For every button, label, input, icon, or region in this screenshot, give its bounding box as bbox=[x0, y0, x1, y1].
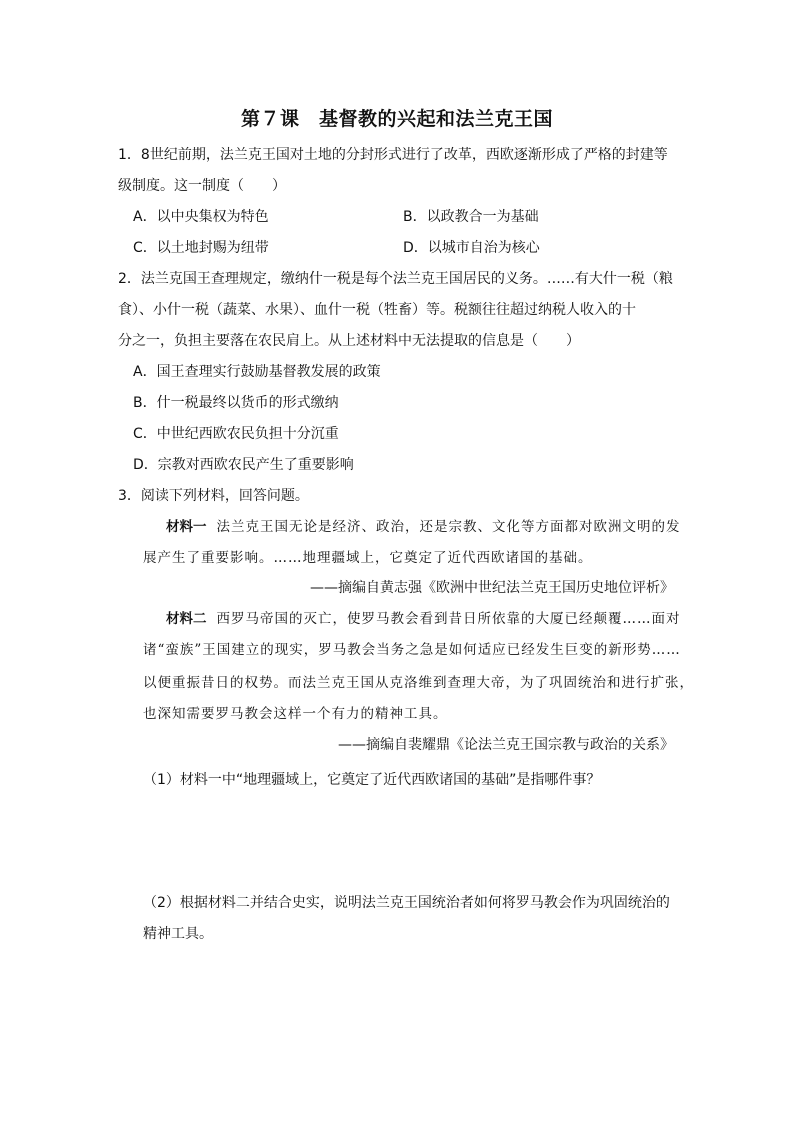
material1-label: 材料一 bbox=[166, 519, 207, 535]
material2-label: 材料二 bbox=[166, 611, 207, 627]
material2-line1 bbox=[166, 609, 681, 629]
q3-subquestion-2-line1: （2）根据材料二并结合史实，说明法兰克王国统治者如何将罗马教会作为巩固统治的 bbox=[143, 895, 670, 911]
q2-option-d: D．宗教对西欧农民产生了重要影响 bbox=[133, 457, 354, 473]
material2-text-line1: 西罗马帝国的灭亡，使罗马教会看到昔日所依靠的大厦已经颠覆……面对 bbox=[216, 611, 681, 627]
q2-stem-line1: 2．法兰克国王查理规定，缴纳什一税是每个法兰克王国居民的义务。……有大什一税（粮 bbox=[118, 271, 673, 287]
material1-line2: 展产生了重要影响。……地理疆域上，它奠定了近代西欧诸国的基础。 bbox=[143, 550, 593, 566]
q2-option-b: B．什一税最终以货币的形式缴纳 bbox=[133, 395, 339, 411]
q1-stem-line1: 1．8世纪前期，法兰克王国对土地的分封形式进行了改革，西欧逐渐形成了严格的封建等 bbox=[118, 147, 668, 163]
material2-line4: 也深知需要罗马教会这样一个有力的精神工具。 bbox=[143, 706, 448, 722]
q2-option-a: A．国王查理实行鼓励基督教发展的政策 bbox=[133, 364, 381, 380]
material1-source: ——摘编自黄志强《欧洲中世纪法兰克王国历史地位评析》 bbox=[310, 580, 674, 596]
material1-line1 bbox=[166, 517, 681, 537]
lesson-title: 第７课 基督教的兴起和法兰克王国 bbox=[240, 108, 553, 130]
q1-option-d: D．以城市自治为核心 bbox=[403, 240, 540, 256]
q2-stem-line3: 分之一，负担主要落在农民肩上。从上述材料中无法提取的信息是（ ） bbox=[118, 333, 580, 349]
material1-text-line1: 法兰克王国无论是经济、政治，还是宗教、文化等方面都对欧洲文明的发 bbox=[216, 519, 681, 535]
material2-line2: 诸“蛮族”王国建立的现实，罗马教会当务之急是如何适应已经发生巨变的新形势…… bbox=[143, 642, 681, 658]
q2-option-c: C．中世纪西欧农民负担十分沉重 bbox=[133, 426, 339, 442]
q2-stem-line2: 食）、小什一税（蔬菜、水果）、血什一税（牲畜）等。税额往往超过纳税人收入的十 bbox=[118, 302, 636, 318]
q3-intro: 3．阅读下列材料，回答问题。 bbox=[118, 488, 309, 504]
q1-stem-line2: 级制度。这一制度（ ） bbox=[118, 178, 286, 194]
q1-option-b: B．以政教合一为基础 bbox=[403, 209, 539, 225]
material2-source: ——摘编自裴耀鼎《论法兰克王国宗教与政治的关系》 bbox=[338, 737, 674, 753]
material2-line3: 以便重振昔日的权势。而法兰克王国从克洛维到查理大帝，为了巩固统治和进行扩张， bbox=[143, 675, 694, 691]
q3-subquestion-1: （1）材料一中“地理疆域上，它奠定了近代西欧诸国的基础”是指哪件事？ bbox=[143, 772, 601, 788]
q1-option-a: A．以中央集权为特色 bbox=[133, 209, 269, 225]
q1-option-c: C．以土地封赐为纽带 bbox=[133, 240, 269, 256]
q3-subquestion-2-line2: 精神工具。 bbox=[143, 926, 213, 942]
